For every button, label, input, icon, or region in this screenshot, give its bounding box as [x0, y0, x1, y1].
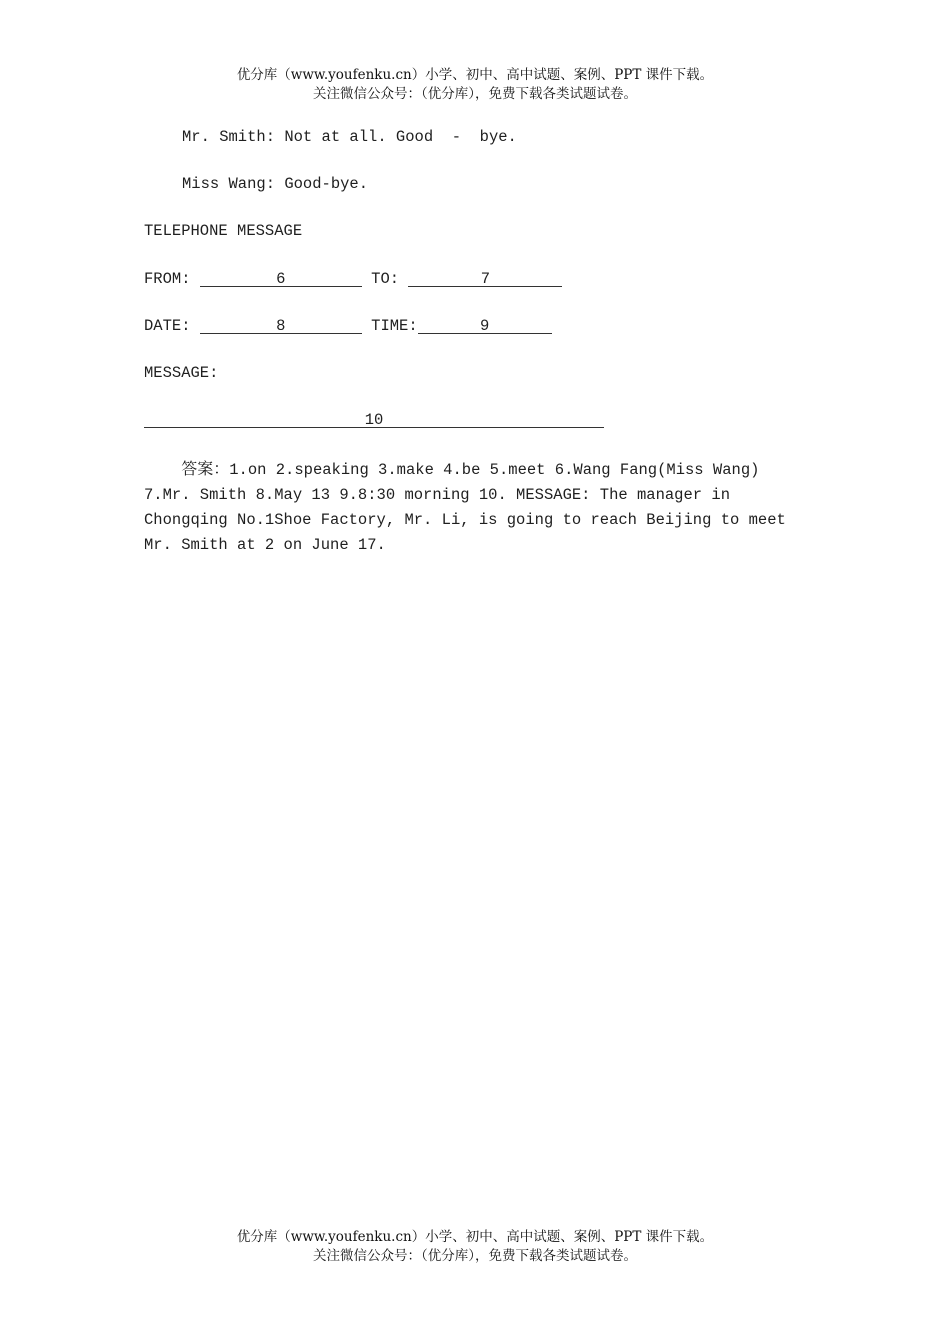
- message-blank: 10: [144, 409, 604, 428]
- time-label: TIME:: [371, 317, 418, 335]
- time-blank: 9: [418, 315, 552, 334]
- answer-text-1: 1.on 2.speaking 3.make 4.be 5.meet 6.Wang Fang(Miss Wang): [229, 461, 760, 479]
- footer-line-1: 优分库（www.youfenku.cn）小学、初中、高中试题、案例、PPT 课件下载。: [236, 1229, 714, 1245]
- to-label: TO:: [371, 270, 400, 288]
- dialogue-smith: Mr. Smith: Not at all. Good - bye.: [182, 128, 517, 146]
- answer-line-2: 7.Mr. Smith 8.May 13 9.8:30 morning 10. MESSAGE: The manager in: [144, 486, 730, 504]
- header-line-1: 优分库（www.youfenku.cn）小学、初中、高中试题、案例、PPT 课件下载。: [236, 67, 714, 83]
- footer-line-2: 关注微信公众号：（优分库），免费下载各类试题试卷。: [313, 1248, 637, 1264]
- dialogue-wang: Miss Wang: Good-bye.: [182, 175, 369, 193]
- message-label: MESSAGE:: [144, 364, 219, 382]
- from-blank: 6: [200, 268, 362, 287]
- answer-block: [144, 456, 824, 558]
- page-header: [0, 66, 950, 104]
- from-label: FROM:: [144, 270, 191, 288]
- answer-label: 答案：: [181, 459, 230, 478]
- answer-line-4: Mr. Smith at 2 on June 17.: [144, 536, 386, 554]
- form-title: TELEPHONE MESSAGE: [144, 222, 303, 240]
- answer-line-3: Chongqing No.1Shoe Factory, Mr. Li, is going to reach Beijing to meet: [144, 511, 786, 529]
- date-time-row: [144, 315, 552, 337]
- date-blank: 8: [200, 315, 362, 334]
- answer-line-1: [144, 456, 824, 483]
- header-line-2: 关注微信公众号：（优分库），免费下载各类试题试卷。: [313, 86, 637, 102]
- from-to-row: [144, 268, 562, 290]
- to-blank: 7: [408, 268, 562, 287]
- page-footer: [0, 1228, 950, 1266]
- message-row: [144, 409, 604, 431]
- date-label: DATE:: [144, 317, 191, 335]
